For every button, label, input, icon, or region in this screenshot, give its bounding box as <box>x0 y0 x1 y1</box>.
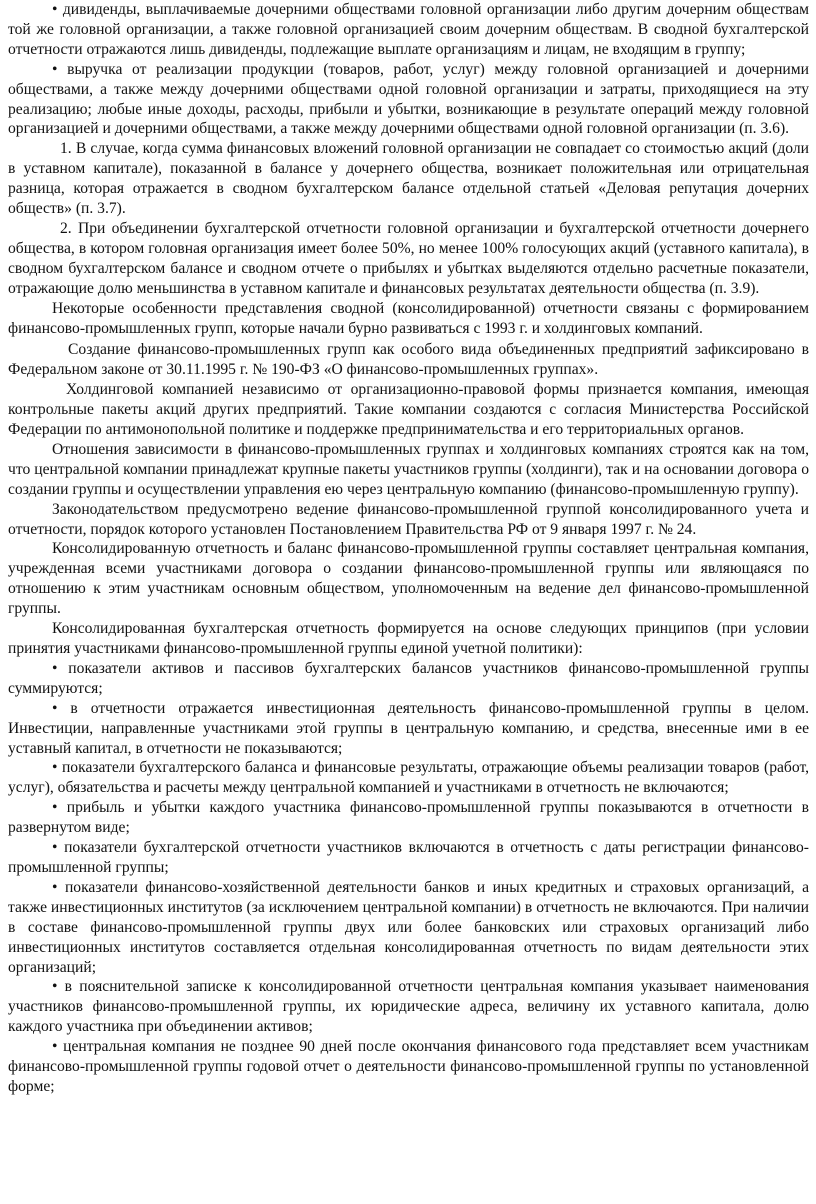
bullet-registration: • показатели бухгалтерской отчетности участников включаются в отчетность с даты регистрации финансово-промышленной группы; <box>8 839 809 876</box>
numbered-item-1: 1. В случае, когда сумма финансовых вложений головной организации не совпадает со стоимостью акций (доли в уставном капитале), показанной в балансе у дочернего общества, возникает положительная или отрицательная разница, которая отражается в сводном бухгалтерском балансе отдельной статьей «Деловая репутация дочерних обществ» (п. 3.7). <box>8 140 809 218</box>
bullet-annual: • центральная компания не позднее 90 дней после окончания финансового года представляет всем участникам финансово-промышленной группы годовой отчет о деятельности финансово-промышленной группы по установленной форме; <box>8 1038 809 1095</box>
bullet-note: • в пояснительной записке к консолидированной отчетности центральная компания указывает наименования участников финансово-промышленной группы, их юридические адреса, величину их уставного капитала, долю каждого участника при объединении активов; <box>8 978 809 1036</box>
paragraph-holding: Холдинговой компанией независимо от организационно-правовой формы признается компания, имеющая контрольные пакеты акций других предприятий. Такие компании создаются с согласия Министерства Российской Федерации по антимонопольной политике и поддержке предпринимательства и его территориальных органов. <box>8 381 809 439</box>
bullet-balance: • показатели бухгалтерского баланса и финансовые результаты, отражающие объемы реализации товаров (работ, услуг), обязательства и расчеты между центральной компанией и участниками в отчетность не включаются; <box>8 759 809 797</box>
bullet-profit: • прибыль и убытки каждого участника финансово-промышленной группы показываются в отчетности в развернутом виде; <box>8 799 809 837</box>
paragraph-dependence: Отношения зависимости в финансово-промышленных группах и холдинговых компаниях строятся как на том, что центральной компании принадлежат крупные пакеты участников группы (холдинги), так и на основании договора о создании группы и осуществлении управления ею через центральную компанию (финансово-промышленную группу). <box>8 440 809 498</box>
paragraph-legislation: Законодательством предусмотрено ведение финансово-промышленной группой консолидированного учета и отчетности, порядок которого установлен Постановлением Правительства РФ от 9 января 1997 г. № 24. <box>8 500 809 538</box>
numbered-item-2: 2. При объединении бухгалтерской отчетности головной организации и бухгалтерской отчетности дочернего общества, в котором головная организация имеет более 50%, но менее 100% голосующих акций (уставного капитала), в сводном бухгалтерском балансе и сводном отчете о прибылях и убытках выделяются отдельно расчетные показатели, отражающие долю меньшинства в уставном капитале и финансовых результатах деятельности общества (п. 3.9). <box>8 219 809 297</box>
paragraph-features: Некоторые особенности представления сводной (консолидированной) отчетности связаны с формированием финансово-промышленных групп, которые начали бурно развиваться с 1993 г. и холдинговых компаний. <box>8 299 809 337</box>
bullet-revenue: • выручка от реализации продукции (товаров, работ, услуг) между головной организацией и дочерними обществами, а также между дочерними обществами одной головной организации и затраты, приходящиеся на эту реализацию; любые иные доходы, расходы, прибыли и убытки, возникающие в результате операций между головной организацией и дочерними обществами, а также между дочерними обществами одной головной организации (п. 3.6). <box>8 60 809 138</box>
paragraph-principles: Консолидированная бухгалтерская отчетность формируется на основе следующих принципов (при условии принятия участниками финансово-промышленной группы единой учетной политики): <box>8 620 809 657</box>
bullet-dividends: • дивиденды, выплачиваемые дочерними обществами головной организации либо другим дочерним обществам той же головной организации, а также головной организацией своим дочерним обществам. В сводной бухгалтерской отчетности отражаются лишь дивиденды, подлежащие выплате организациям и лицам, не входящим в группу; <box>8 1 809 58</box>
bullet-banks: • показатели финансово-хозяйственной деятельности банков и иных кредитных и страховых организаций, а также инвестиционных институтов (за исключением центральной компании) в отчетность не включаются. При наличии в составе финансово-промышленной группы двух или более банковских или страховых организаций либо инвестиционных институтов составляется отдельная консолидированная отчетность по видам деятельности этих организаций; <box>8 878 809 976</box>
paragraph-consolidated-report: Консолидированную отчетность и баланс финансово-промышленной группы составляет центральная компания, учрежденная всеми участниками договора о создании финансово-промышленной группы или являющаяся по отношению к этим участникам основным обществом, уполномоченным на ведение дел финансово-промышленной группы. <box>8 540 809 618</box>
bullet-investment: • в отчетности отражается инвестиционная деятельность финансово-промышленной группы в целом. Инвестиции, направленные участниками этой группы в центральную компанию, и средства, внесенные ими в ее уставный капитал, в отчетности не показываются; <box>8 699 809 757</box>
bullet-assets: • показатели активов и пассивов бухгалтерских балансов участников финансово-промышленной группы суммируются; <box>8 659 809 697</box>
paragraph-creation: Создание финансово-промышленных групп как особого вида объединенных предприятий зафиксировано в Федеральном законе от 30.11.1995 г. № 190-ФЗ «О финансово-промышленных группах». <box>8 341 809 379</box>
